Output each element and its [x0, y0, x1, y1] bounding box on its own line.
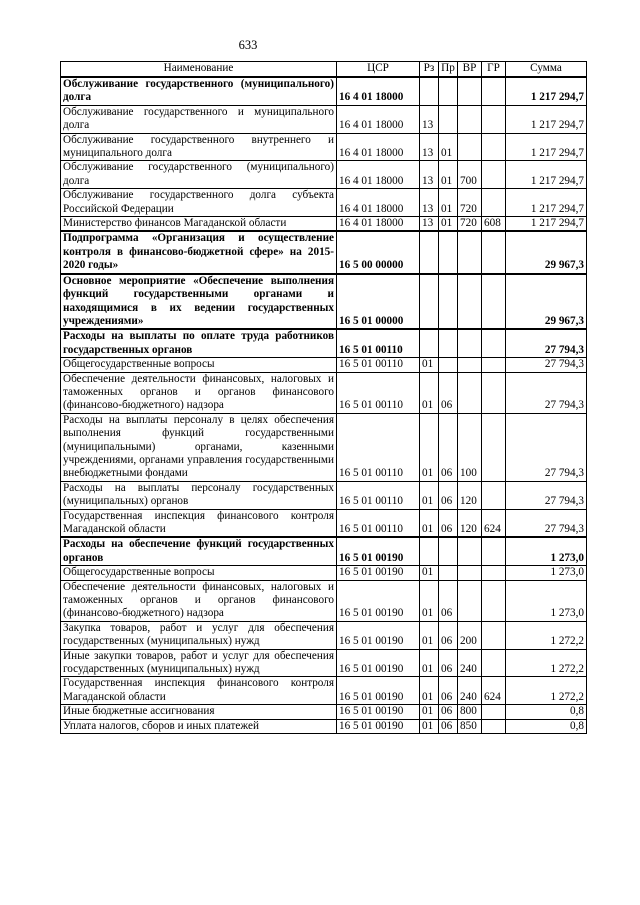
cell-vr: [458, 358, 482, 372]
cell-sum: 27 794,3: [506, 329, 587, 357]
cell-sum: 1 273,0: [506, 566, 587, 580]
cell-pr: [439, 329, 458, 357]
cell-csr: 16 5 01 00110: [337, 358, 420, 372]
cell-sum: 1 217 294,7: [506, 105, 587, 133]
table-row: [61, 481, 587, 509]
cell-gr: [482, 566, 506, 580]
cell-vr: [458, 105, 482, 133]
cell-sum: 1 217 294,7: [506, 217, 587, 232]
cell-rz: 13: [420, 189, 439, 217]
cell-vr: 720: [458, 189, 482, 217]
header-pr: Пр: [439, 62, 458, 78]
table-row: [61, 274, 587, 330]
cell-rz: [420, 231, 439, 273]
table-row: [61, 621, 587, 649]
header-rz: Рз: [420, 62, 439, 78]
table-row: [61, 705, 587, 719]
cell-rz: [420, 77, 439, 105]
cell-gr: [482, 372, 506, 413]
cell-gr: [482, 621, 506, 649]
table-row: [61, 509, 587, 537]
page-number: 633: [238, 38, 258, 52]
cell-gr: [482, 481, 506, 509]
cell-name: Подпрограмма «Организация и осуществление контроля в финансово-бюджетной сфере» на 2015-2020 годы»: [61, 231, 337, 273]
cell-name: Расходы на выплаты персоналу в целях обеспечения выполнения функций государственными (муниципальными) органами, казенными учреждениями, органами управления государственными внебюджетными фондами: [61, 413, 337, 481]
cell-sum: 1 217 294,7: [506, 189, 587, 217]
cell-csr: 16 5 01 00110: [337, 372, 420, 413]
cell-csr: 16 5 01 00110: [337, 329, 420, 357]
cell-csr: 16 4 01 18000: [337, 161, 420, 189]
cell-vr: 120: [458, 481, 482, 509]
cell-sum: 1 272,2: [506, 621, 587, 649]
cell-vr: [458, 537, 482, 565]
cell-csr: 16 4 01 18000: [337, 133, 420, 161]
cell-pr: 06: [439, 481, 458, 509]
table-row: [61, 677, 587, 705]
cell-gr: [482, 77, 506, 105]
table-row: [61, 580, 587, 621]
header-vr: ВР: [458, 62, 482, 78]
cell-rz: 01: [420, 566, 439, 580]
cell-csr: 16 4 01 18000: [337, 217, 420, 232]
cell-name: Общегосударственные вопросы: [61, 566, 337, 580]
cell-name: Обеспечение деятельности финансовых, налоговых и таможенных органов и органов финансового (финансово-бюджетного) надзора: [61, 372, 337, 413]
budget-table: [60, 61, 587, 734]
cell-csr: 16 5 01 00110: [337, 481, 420, 509]
cell-csr: 16 5 01 00190: [337, 649, 420, 677]
table-header-row: [61, 62, 587, 78]
cell-rz: 01: [420, 719, 439, 733]
cell-rz: 01: [420, 358, 439, 372]
cell-pr: [439, 537, 458, 565]
cell-vr: 200: [458, 621, 482, 649]
cell-name: Расходы на выплаты персоналу государственных (муниципальных) органов: [61, 481, 337, 509]
cell-sum: 1 217 294,7: [506, 77, 587, 105]
table-row: [61, 649, 587, 677]
cell-pr: [439, 105, 458, 133]
table-row: [61, 566, 587, 580]
table-row: [61, 105, 587, 133]
cell-sum: 1 217 294,7: [506, 161, 587, 189]
cell-sum: 0,8: [506, 719, 587, 733]
cell-name: Общегосударственные вопросы: [61, 358, 337, 372]
cell-name: Министерство финансов Магаданской области: [61, 217, 337, 232]
cell-pr: 06: [439, 509, 458, 537]
cell-gr: [482, 705, 506, 719]
table-row: [61, 217, 587, 232]
cell-pr: [439, 358, 458, 372]
cell-sum: 1 272,2: [506, 677, 587, 705]
cell-sum: 29 967,3: [506, 231, 587, 273]
table-row: [61, 231, 587, 273]
table-row: [61, 358, 587, 372]
cell-pr: 06: [439, 413, 458, 481]
cell-gr: [482, 413, 506, 481]
cell-gr: [482, 274, 506, 330]
cell-rz: 01: [420, 372, 439, 413]
table-row: [61, 719, 587, 733]
cell-vr: [458, 372, 482, 413]
cell-pr: [439, 231, 458, 273]
cell-sum: 27 794,3: [506, 372, 587, 413]
cell-name: Иные закупки товаров, работ и услуг для обеспечения государственных (муниципальных) нужд: [61, 649, 337, 677]
cell-name: Иные бюджетные ассигнования: [61, 705, 337, 719]
cell-rz: 01: [420, 705, 439, 719]
cell-name: Обслуживание государственного внутреннего и муниципального долга: [61, 133, 337, 161]
cell-csr: 16 5 01 00110: [337, 509, 420, 537]
cell-sum: 27 794,3: [506, 481, 587, 509]
cell-vr: 240: [458, 677, 482, 705]
cell-name: Закупка товаров, работ и услуг для обеспечения государственных (муниципальных) нужд: [61, 621, 337, 649]
cell-csr: 16 5 01 00190: [337, 677, 420, 705]
cell-pr: 06: [439, 677, 458, 705]
cell-rz: [420, 274, 439, 330]
cell-gr: [482, 133, 506, 161]
cell-name: Государственная инспекция финансового контроля Магаданской области: [61, 509, 337, 537]
cell-vr: [458, 77, 482, 105]
cell-pr: 06: [439, 372, 458, 413]
cell-sum: 27 794,3: [506, 413, 587, 481]
cell-pr: 01: [439, 189, 458, 217]
cell-gr: [482, 189, 506, 217]
cell-pr: 06: [439, 580, 458, 621]
cell-vr: [458, 133, 482, 161]
cell-rz: 13: [420, 217, 439, 232]
cell-vr: 100: [458, 413, 482, 481]
cell-sum: 27 794,3: [506, 509, 587, 537]
cell-gr: [482, 719, 506, 733]
cell-sum: 27 794,3: [506, 358, 587, 372]
table-row: [61, 329, 587, 357]
cell-gr: [482, 358, 506, 372]
cell-csr: 16 4 01 18000: [337, 105, 420, 133]
cell-csr: 16 5 01 00190: [337, 566, 420, 580]
cell-name: Обеспечение деятельности финансовых, налоговых и таможенных органов и органов финансового (финансово-бюджетного) надзора: [61, 580, 337, 621]
cell-vr: [458, 566, 482, 580]
cell-csr: 16 4 01 18000: [337, 189, 420, 217]
cell-gr: [482, 329, 506, 357]
header-csr: ЦСР: [337, 62, 420, 78]
cell-rz: 01: [420, 413, 439, 481]
cell-rz: 13: [420, 161, 439, 189]
table-row: [61, 372, 587, 413]
cell-name: Государственная инспекция финансового контроля Магаданской области: [61, 677, 337, 705]
cell-pr: [439, 274, 458, 330]
table-row: [61, 413, 587, 481]
table-row: [61, 77, 587, 105]
cell-vr: [458, 329, 482, 357]
header-gr: ГР: [482, 62, 506, 78]
cell-name: Обслуживание государственного долга субъекта Российской Федерации: [61, 189, 337, 217]
cell-rz: [420, 329, 439, 357]
cell-sum: 1 272,2: [506, 649, 587, 677]
cell-rz: 01: [420, 580, 439, 621]
cell-rz: 01: [420, 481, 439, 509]
cell-gr: [482, 537, 506, 565]
header-sum: Сумма: [506, 62, 587, 78]
cell-csr: 16 5 01 00190: [337, 537, 420, 565]
cell-gr: [482, 649, 506, 677]
cell-pr: 06: [439, 621, 458, 649]
table-row: [61, 161, 587, 189]
cell-pr: 06: [439, 705, 458, 719]
cell-name: Уплата налогов, сборов и иных платежей: [61, 719, 337, 733]
cell-vr: [458, 580, 482, 621]
cell-gr: 624: [482, 509, 506, 537]
cell-gr: 624: [482, 677, 506, 705]
cell-name: Основное мероприятие «Обеспечение выполнения функций государственными органами и находящимися в их ведении государственных учреждениями»: [61, 274, 337, 330]
cell-sum: 1 273,0: [506, 580, 587, 621]
cell-vr: 800: [458, 705, 482, 719]
cell-name: Обслуживание государственного и муниципального долга: [61, 105, 337, 133]
cell-rz: 13: [420, 105, 439, 133]
cell-pr: 06: [439, 649, 458, 677]
cell-pr: 06: [439, 719, 458, 733]
cell-gr: [482, 105, 506, 133]
cell-pr: [439, 77, 458, 105]
cell-name: Обслуживание государственного (муниципального) долга: [61, 77, 337, 105]
cell-sum: 29 967,3: [506, 274, 587, 330]
cell-name: Расходы на обеспечение функций государственных органов: [61, 537, 337, 565]
cell-rz: 01: [420, 621, 439, 649]
cell-sum: 1 217 294,7: [506, 133, 587, 161]
cell-pr: [439, 566, 458, 580]
cell-name: Обслуживание государственного (муниципального) долга: [61, 161, 337, 189]
cell-csr: 16 5 01 00110: [337, 413, 420, 481]
cell-vr: 720: [458, 217, 482, 232]
cell-csr: 16 4 01 18000: [337, 77, 420, 105]
cell-csr: 16 5 01 00000: [337, 274, 420, 330]
cell-csr: 16 5 00 00000: [337, 231, 420, 273]
cell-gr: [482, 161, 506, 189]
cell-vr: 850: [458, 719, 482, 733]
cell-vr: 120: [458, 509, 482, 537]
table-row: [61, 537, 587, 565]
header-name: Наименование: [61, 62, 337, 78]
cell-pr: 01: [439, 217, 458, 232]
cell-rz: 01: [420, 509, 439, 537]
cell-gr: [482, 580, 506, 621]
cell-rz: [420, 537, 439, 565]
cell-pr: 01: [439, 133, 458, 161]
cell-rz: 01: [420, 677, 439, 705]
cell-csr: 16 5 01 00190: [337, 719, 420, 733]
cell-rz: 01: [420, 649, 439, 677]
cell-pr: 01: [439, 161, 458, 189]
cell-csr: 16 5 01 00190: [337, 580, 420, 621]
cell-vr: [458, 231, 482, 273]
cell-csr: 16 5 01 00190: [337, 705, 420, 719]
cell-gr: [482, 231, 506, 273]
cell-rz: 13: [420, 133, 439, 161]
table-row: [61, 133, 587, 161]
cell-vr: [458, 274, 482, 330]
cell-vr: 240: [458, 649, 482, 677]
table-row: [61, 189, 587, 217]
cell-sum: 0,8: [506, 705, 587, 719]
cell-gr: 608: [482, 217, 506, 232]
cell-vr: 700: [458, 161, 482, 189]
cell-sum: 1 273,0: [506, 537, 587, 565]
cell-csr: 16 5 01 00190: [337, 621, 420, 649]
cell-name: Расходы на выплаты по оплате труда работников государственных органов: [61, 329, 337, 357]
